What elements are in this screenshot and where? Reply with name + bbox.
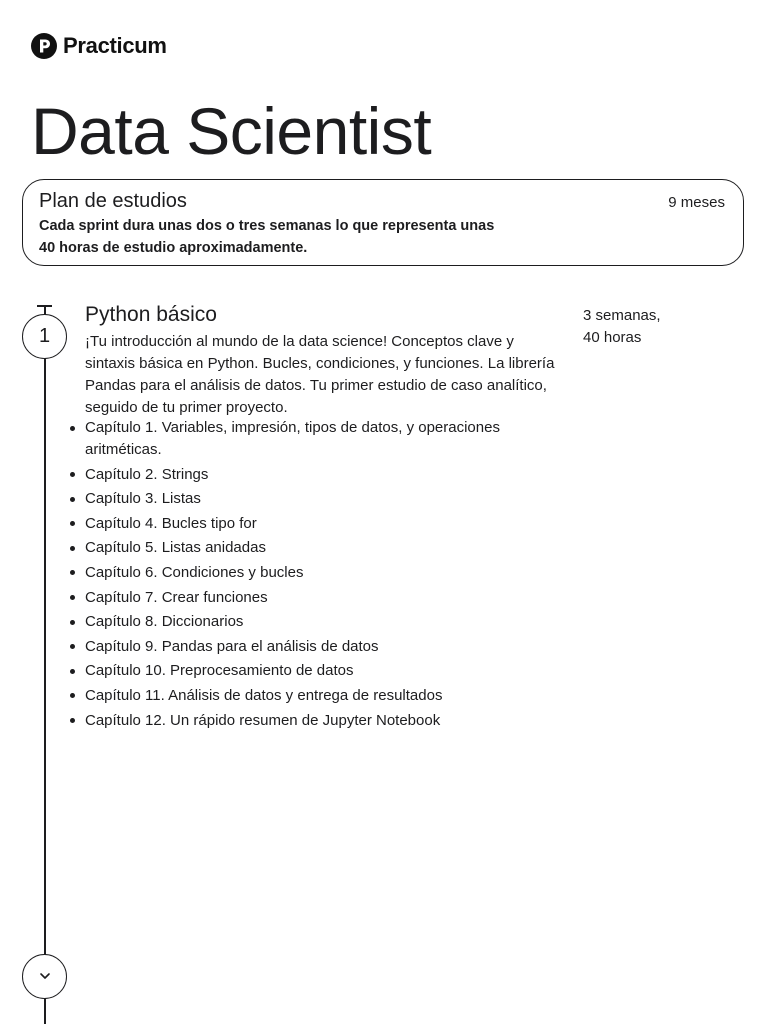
chapter-label: Capítulo 2. Strings	[85, 465, 209, 483]
timeline-cap	[37, 305, 52, 307]
chapter-label: Capítulo 6. Condiciones y bucles	[85, 563, 304, 581]
bullet-icon	[70, 497, 75, 502]
plan-card	[22, 179, 744, 266]
chapter-item	[64, 562, 564, 584]
chapter-item	[64, 537, 564, 559]
chapter-item	[64, 611, 564, 633]
module-duration-weeks: 3 semanas,	[583, 307, 661, 324]
bullet-icon	[70, 472, 75, 477]
practicum-logo[interactable]	[31, 33, 167, 59]
plan-title: Plan de estudios	[39, 190, 187, 212]
bullet-icon	[70, 546, 75, 551]
chapter-item	[64, 488, 564, 510]
bullet-icon	[70, 718, 75, 723]
module-number: 1	[38, 325, 51, 347]
chapter-item	[64, 464, 564, 486]
chapter-label: Capítulo 5. Listas anidadas	[85, 539, 266, 557]
bullet-icon	[70, 570, 75, 575]
bullet-icon	[70, 693, 75, 698]
practicum-logo-icon	[31, 33, 57, 59]
bullet-icon	[70, 595, 75, 600]
chapter-label: Capítulo 9. Pandas para el análisis de datos	[85, 637, 379, 655]
chapter-item	[64, 660, 564, 682]
bullet-icon	[70, 426, 75, 431]
chapter-label: Capítulo 1. Variables, impresión, tipos de datos, y operaciones aritméticas.	[85, 419, 500, 458]
module-duration	[583, 305, 693, 349]
chapter-item	[64, 587, 564, 609]
chapter-label: Capítulo 3. Listas	[85, 490, 201, 508]
chapter-item	[64, 685, 564, 707]
bullet-icon	[70, 644, 75, 649]
plan-duration: 9 meses	[668, 194, 725, 211]
timeline-line	[44, 306, 46, 1024]
chapter-list	[64, 417, 564, 734]
chapter-label: Capítulo 12. Un rápido resumen de Jupyter Notebook	[85, 711, 441, 729]
chapter-label: Capítulo 10. Preprocesamiento de datos	[85, 662, 354, 680]
page-title: Data Scientist	[31, 94, 432, 168]
module-duration-hours: 40 horas	[583, 329, 642, 346]
bullet-icon	[70, 669, 75, 674]
module-title: Python básico	[85, 303, 217, 326]
chapter-label: Capítulo 7. Crear funciones	[85, 588, 268, 606]
module-number-badge	[22, 314, 67, 359]
chapter-item	[64, 710, 564, 732]
expand-button[interactable]	[22, 954, 67, 999]
logo-wordmark: Practicum	[63, 33, 167, 58]
plan-description: Cada sprint dura unas dos o tres semanas lo que representa unas 40 horas de estudio aproximadamente.	[39, 218, 495, 256]
chapter-item	[64, 417, 545, 461]
chapter-label: Capítulo 11. Análisis de datos y entrega de resultados	[85, 686, 443, 704]
bullet-icon	[70, 521, 75, 526]
bullet-icon	[70, 620, 75, 625]
chapter-label: Capítulo 8. Diccionarios	[85, 613, 244, 631]
module-description: ¡Tu introducción al mundo de la data science! Conceptos clave y sintaxis básica en Python. Bucles, condiciones, y funciones. La librería Pandas para el análisis de datos. Tu primer estudio de caso analítico, seguido de tu primer proyecto.	[85, 333, 555, 416]
chapter-label: Capítulo 4. Bucles tipo for	[85, 514, 257, 532]
chevron-down-icon	[38, 968, 52, 986]
chapter-item	[64, 636, 564, 658]
chapter-item	[64, 513, 564, 535]
